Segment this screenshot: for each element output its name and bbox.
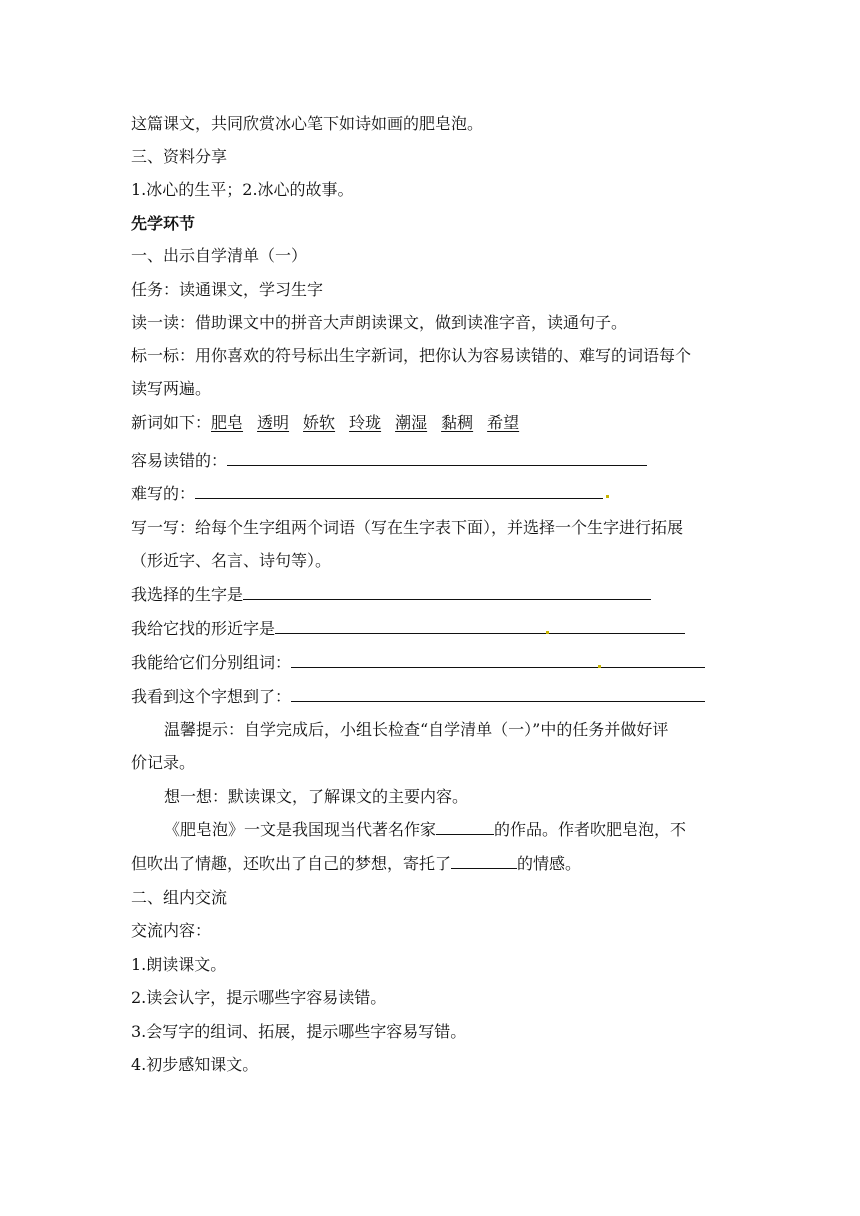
list-item: 2.读会认字，提示哪些字容易读错。: [131, 988, 387, 1007]
answer-blank[interactable]: [436, 820, 494, 835]
fill-text: 的情感。: [517, 854, 582, 873]
fill-label: 难写的：: [131, 484, 196, 503]
fill-line: [164, 820, 686, 840]
answer-blank[interactable]: [275, 619, 685, 634]
text-line: 任务：读通课文，学习生字: [131, 280, 324, 299]
fill-label: 我看到这个字想到了：: [131, 687, 292, 706]
new-words-label: 新词如下：: [131, 413, 212, 432]
new-word: 娇软: [303, 413, 336, 432]
marker-dot: [606, 495, 609, 498]
text-line: 这篇课文，共同欣赏冰心笔下如诗如画的肥皂泡。: [131, 114, 484, 133]
text-line: 读写两遍。: [131, 379, 212, 398]
answer-blank[interactable]: [243, 585, 651, 600]
fill-label: 我给它找的形近字是: [131, 619, 276, 638]
section-heading: 二、组内交流: [131, 888, 228, 907]
section-heading: 三、资料分享: [131, 147, 228, 166]
new-word: 透明: [257, 413, 290, 432]
marker-dot: [546, 631, 549, 634]
fill-text: 的作品。作者吹肥皂泡，不: [494, 820, 687, 839]
answer-blank[interactable]: [451, 854, 517, 869]
fill-line: [131, 484, 603, 504]
list-item: 4.初步感知课文。: [131, 1055, 259, 1074]
list-item: 3.会写字的组词、拓展，提示哪些字容易写错。: [131, 1022, 467, 1041]
answer-blank[interactable]: [195, 484, 603, 499]
answer-blank[interactable]: [291, 687, 705, 702]
new-word: 潮湿: [395, 413, 428, 432]
new-word: 玲珑: [349, 413, 382, 432]
text-line: （形近字、名言、诗句等）。: [131, 551, 332, 570]
new-words-line: [131, 413, 519, 433]
fill-line: [131, 585, 651, 605]
text-line: 交流内容：: [131, 921, 212, 940]
fill-line: [131, 653, 705, 673]
new-word: 黏稠: [441, 413, 474, 432]
fill-line: [131, 687, 705, 707]
fill-label: 容易读错的：: [131, 451, 228, 470]
text-line: 1.冰心的生平；2.冰心的故事。: [131, 180, 354, 199]
fill-label: 我选择的生字是: [131, 585, 244, 604]
new-word: 希望: [487, 413, 520, 432]
fill-line: [131, 619, 685, 639]
marker-dot: [598, 665, 601, 668]
text-line: 价记录。: [131, 753, 196, 772]
answer-blank[interactable]: [291, 653, 705, 668]
text-line: 想一想：默读课文，了解课文的主要内容。: [164, 787, 469, 806]
fill-line: [131, 451, 647, 471]
tip-line: 温馨提示：自学完成后，小组长检查“自学清单（一）”中的任务并做好评: [164, 720, 669, 739]
answer-blank[interactable]: [227, 451, 647, 466]
section-heading-bold: 先学环节: [131, 214, 196, 233]
list-item: 1.朗读课文。: [131, 955, 227, 974]
text-line: 读一读：借助课文中的拼音大声朗读课文，做到读准字音，读通句子。: [131, 313, 628, 332]
fill-label: 我能给它们分别组词：: [131, 653, 292, 672]
section-heading: 一、出示自学清单（一）: [131, 246, 308, 265]
fill-line: [131, 854, 581, 874]
text-line: 标一标：用你喜欢的符号标出生字新词，把你认为容易读错的、难写的词语每个: [131, 346, 692, 365]
text-line: 写一写：给每个生字组两个词语（写在生字表下面），并选择一个生字进行拓展: [131, 518, 684, 537]
fill-text: 《肥皂泡》一文是我国现当代著名作家: [164, 820, 437, 839]
new-word: 肥皂: [211, 413, 244, 432]
fill-text: 但吹出了情趣，还吹出了自己的梦想，寄托了: [131, 854, 452, 873]
